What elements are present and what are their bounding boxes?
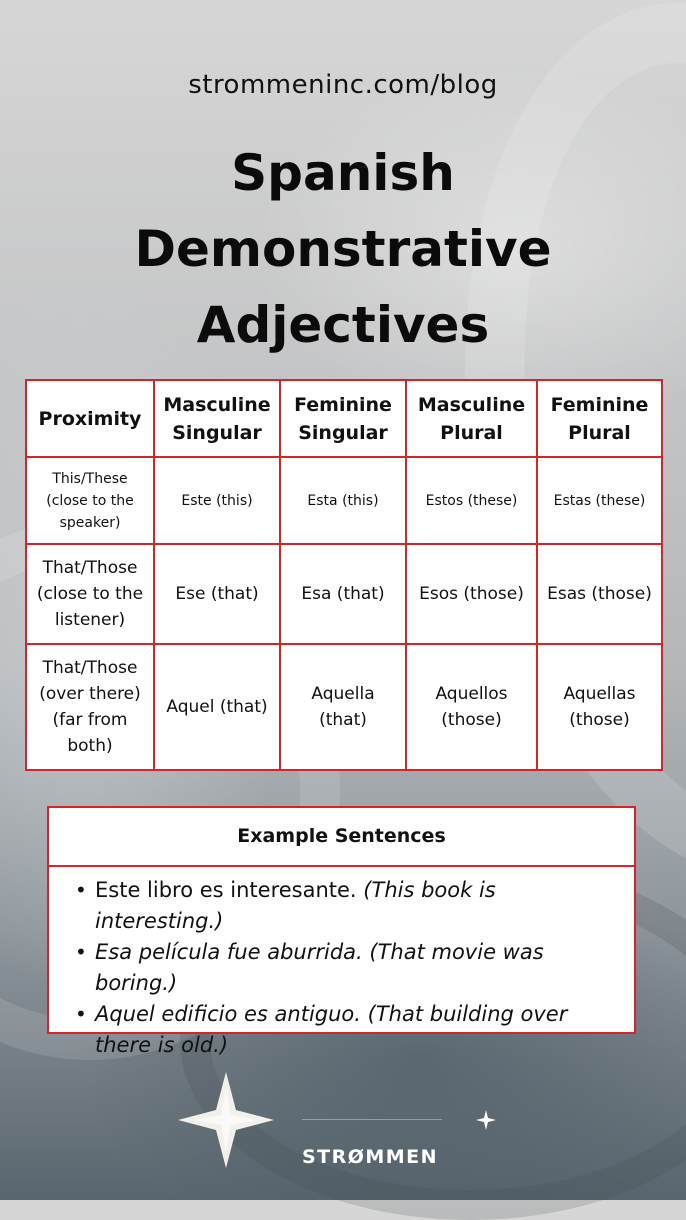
table-cell: Estos (these) xyxy=(406,457,537,544)
table-cell: This/These (close to the speaker) xyxy=(26,457,154,544)
example-sentences-box xyxy=(47,806,636,1057)
table-cell: Esa (that) xyxy=(280,544,406,644)
table-cell: That/Those (close to the listener) xyxy=(26,544,154,644)
table-cell: Esos (those) xyxy=(406,544,537,644)
table-cell: Aquella (that) xyxy=(280,644,406,770)
example-english: (That building over there is old.) xyxy=(95,1002,568,1057)
header-masculine-singular: Masculine Singular xyxy=(154,380,280,457)
bullet-icon: • xyxy=(75,878,87,902)
footer-divider xyxy=(302,1119,442,1120)
example-list xyxy=(49,867,634,1061)
page-title xyxy=(0,135,686,363)
table-row xyxy=(26,544,662,644)
example-english: (This book is interesting.) xyxy=(95,878,496,933)
site-url[interactable]: strommeninc.com/blog xyxy=(188,70,498,100)
example-spanish: Esa película fue aburrida. xyxy=(95,940,363,964)
example-sentences-title: Example Sentences xyxy=(49,808,634,867)
header-masculine-plural: Masculine Plural xyxy=(406,380,537,457)
table-cell: Aquel (that) xyxy=(154,644,280,770)
brand-logo-text: STRØMMEN xyxy=(301,1146,439,1168)
table-header-row xyxy=(26,380,662,457)
example-spanish: Este libro es interesante. xyxy=(95,878,357,902)
small-star-icon xyxy=(476,1110,496,1130)
title-line: Adjectives xyxy=(196,296,490,354)
table-cell: Esta (this) xyxy=(280,457,406,544)
bullet-icon: • xyxy=(75,1002,87,1026)
table-cell: Aquellos (those) xyxy=(406,644,537,770)
list-item xyxy=(75,875,624,937)
table-cell: Ese (that) xyxy=(154,544,280,644)
table-cell: Este (this) xyxy=(154,457,280,544)
table-cell: Esas (those) xyxy=(537,544,662,644)
title-line: Demonstrative xyxy=(134,220,552,278)
demonstratives-table xyxy=(25,379,663,771)
header-feminine-singular: Feminine Singular xyxy=(280,380,406,457)
title-line: Spanish xyxy=(231,144,455,202)
header-feminine-plural: Feminine Plural xyxy=(537,380,662,457)
table-cell: That/Those (over there) (far from both) xyxy=(26,644,154,770)
example-spanish: Aquel edificio es antiguo. xyxy=(95,1002,361,1026)
list-item xyxy=(75,999,624,1061)
list-item xyxy=(75,937,624,999)
bullet-icon: • xyxy=(75,940,87,964)
header-proximity: Proximity xyxy=(26,380,154,457)
table-row xyxy=(26,644,662,770)
table-row xyxy=(26,457,662,544)
example-english: (That movie was boring.) xyxy=(95,940,544,995)
table-cell: Aquellas (those) xyxy=(537,644,662,770)
four-point-star-icon xyxy=(176,1070,276,1170)
table-cell: Estas (these) xyxy=(537,457,662,544)
